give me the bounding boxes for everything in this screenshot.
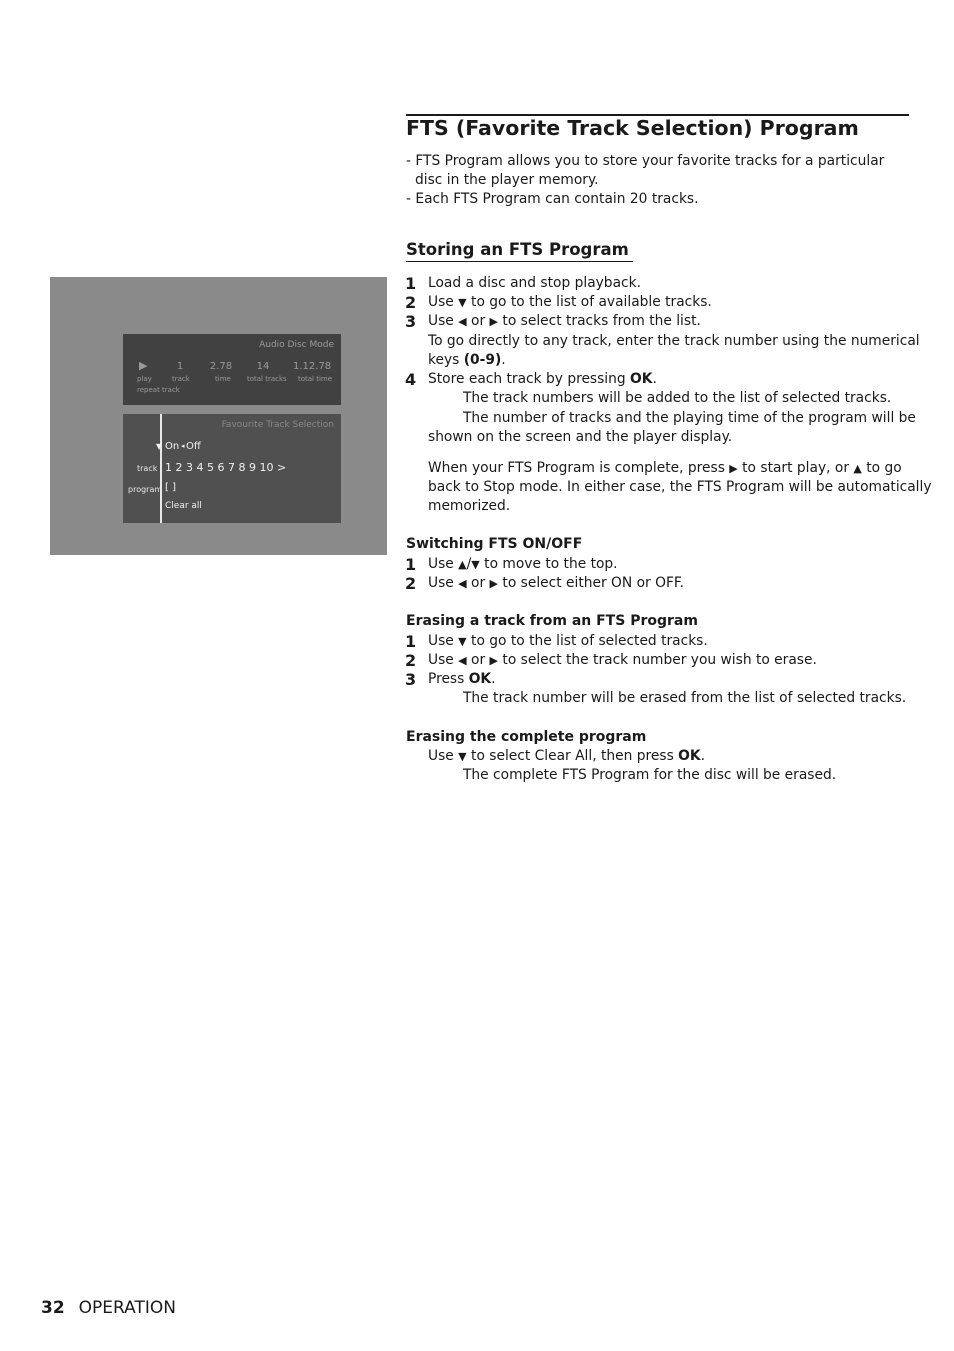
step-note: The number of tracks and the playing time of the program will be (463, 410, 916, 426)
step-text: Use ▲/▼ to move to the top. (428, 556, 618, 572)
step-text: Store each track by pressing OK. (428, 371, 657, 387)
down-triangle-icon: ▼ (458, 635, 467, 648)
track-value: 1 (176, 361, 184, 372)
step-number: 1 (405, 632, 417, 651)
clear-all-option: Clear all (165, 501, 202, 511)
page-title: FTS (Favorite Track Selection) Program (406, 116, 859, 140)
down-triangle-icon: ▼ (458, 750, 467, 763)
step-text: Use ◀ or ▶ to select either ON or OFF. (428, 575, 685, 591)
play-icon: ▶ (139, 359, 148, 372)
step-note: The complete FTS Program for the disc will be erased. (463, 767, 837, 783)
intro-line-3: - Each FTS Program can contain 20 tracks. (406, 191, 699, 207)
left-triangle-icon: ◀ (458, 654, 467, 667)
left-triangle-icon: ◀ (458, 315, 467, 328)
right-triangle-icon: ▶ (489, 315, 499, 328)
complete-text: back to Stop mode. In either case, the FTS Program will be automatically (428, 479, 932, 495)
section-title-erasing-all: Erasing the complete program (406, 729, 647, 745)
step-number: 2 (405, 293, 417, 312)
time-value: 2.78 (209, 361, 233, 372)
right-triangle-icon: ▶ (489, 577, 499, 590)
step-number: 1 (405, 274, 417, 293)
right-triangle-icon: ▶ (489, 654, 499, 667)
section-title-switching: Switching FTS ON/OFF (406, 536, 583, 552)
panel-title: Audio Disc Mode (259, 340, 334, 350)
step-number: 3 (405, 312, 417, 331)
time-label: time (215, 375, 231, 383)
intro-line-2: disc in the player memory. (415, 172, 599, 188)
step-text: Use ◀ or ▶ to select the track number you wish to erase. (428, 652, 817, 668)
up-triangle-icon: ▲ (853, 462, 862, 475)
selector-dot-icon: ◂ (181, 442, 185, 450)
fts-on-option: On (165, 441, 180, 452)
total-tracks-label: total tracks (247, 375, 287, 383)
complete-text: When your FTS Program is complete, press ▶ to start play, or ▲ to go (428, 460, 902, 476)
favourite-track-selection-panel (123, 414, 341, 523)
fts-off-option: Off (186, 441, 201, 452)
step-text: Use ◀ or ▶ to select tracks from the list. (428, 313, 701, 329)
page-footer (41, 1297, 176, 1319)
total-tracks-value: 14 (256, 361, 270, 372)
step-note: The track number will be erased from the list of selected tracks. (463, 690, 907, 706)
total-time-value: 1.12.78 (293, 361, 332, 372)
track-list: 1 2 3 4 5 6 7 8 9 10 > (165, 461, 287, 474)
step-text: Use ▼ to select Clear All, then press OK. (428, 748, 705, 764)
step-text: Use ▼ to go to the list of selected tracks. (428, 633, 708, 649)
track-row-label: track (137, 464, 158, 473)
intro-line-1: - FTS Program allows you to store your favorite tracks for a particular (406, 153, 885, 169)
audio-disc-mode-panel (123, 334, 341, 405)
step-text: Use ▼ to go to the list of available tracks. (428, 294, 712, 310)
complete-text: memorized. (428, 498, 511, 514)
repeat-label: repeat track (137, 386, 180, 394)
down-triangle-icon: ▼ (471, 558, 480, 571)
section-name: OPERATION (78, 1298, 176, 1318)
left-triangle-icon: ◀ (458, 577, 467, 590)
step-note: The track numbers will be added to the list of selected tracks. (463, 390, 892, 406)
page-number: 32 (41, 1298, 65, 1318)
step-number: 3 (405, 670, 417, 689)
total-time-label: total time (298, 375, 333, 383)
osd-screen-illustration (50, 277, 387, 555)
program-list: [ ] (165, 482, 176, 493)
step-number: 2 (405, 651, 417, 670)
menu-divider (160, 414, 162, 523)
play-label: play (137, 375, 152, 383)
step-note: To go directly to any track, enter the track number using the numerical (428, 333, 920, 349)
panel-title: Favourite Track Selection (221, 420, 334, 430)
cursor-down-icon: ▼ (156, 442, 163, 451)
section-title-storing: Storing an FTS Program (406, 239, 633, 262)
right-triangle-icon: ▶ (729, 462, 738, 475)
track-label: track (172, 375, 190, 383)
step-text: Load a disc and stop playback. (428, 275, 641, 291)
step-text: Press OK. (428, 671, 496, 687)
step-note: shown on the screen and the player display. (428, 429, 733, 445)
section-title-erasing-track: Erasing a track from an FTS Program (406, 613, 698, 629)
step-number: 1 (405, 555, 417, 574)
down-triangle-icon: ▼ (458, 296, 467, 309)
step-note: keys (0-9). (428, 352, 506, 368)
step-number: 2 (405, 574, 417, 593)
up-triangle-icon: ▲ (458, 558, 467, 571)
program-row-label: program (128, 485, 163, 494)
step-number: 4 (405, 370, 417, 389)
